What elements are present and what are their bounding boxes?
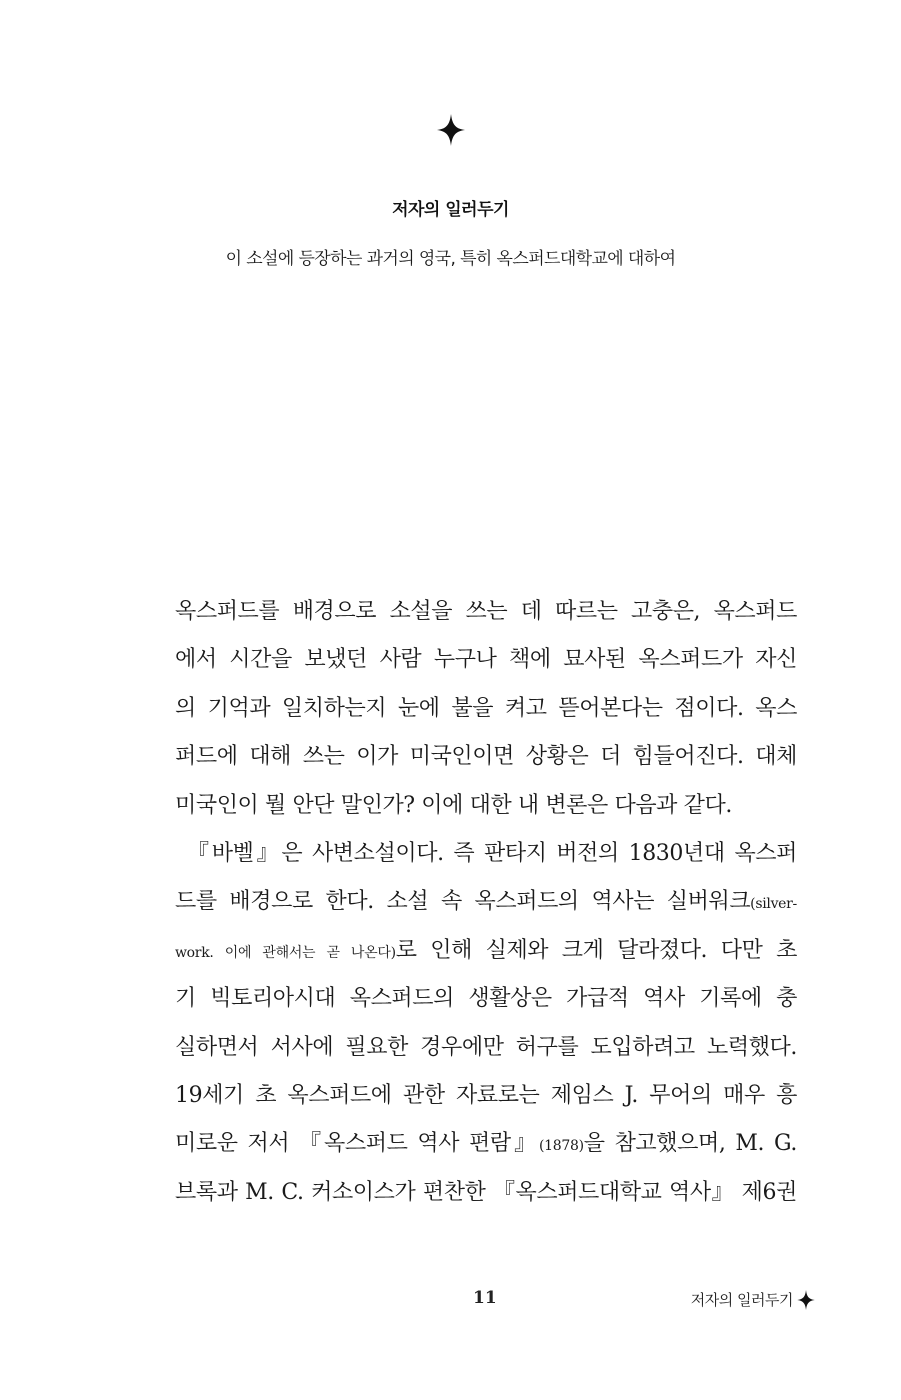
text-annotation: (1878): [539, 1138, 584, 1155]
text-main: 로 인해 실제와 크게 달라졌다. 다만 초: [395, 937, 797, 963]
text-line: 옥스퍼드를 배경으로 소설을 쓰는 데 따르는 고충은, 옥스퍼드: [175, 599, 797, 624]
text-line: 실하면서 서사에 필요한 경우에만 허구를 도입하려고 노력했다.: [175, 1034, 797, 1060]
page-footer: [0, 1288, 901, 1318]
text-annotation: (silver-: [750, 896, 797, 913]
chapter-title: 저자의 일러두기: [392, 200, 509, 220]
text-main: 을 참고했으며, M. G.: [583, 1131, 797, 1157]
text-line: 기 빅토리아시대 옥스퍼드의 생활상은 가급적 역사 기록에 충: [175, 986, 797, 1012]
chapter-subtitle: 이 소설에 등장하는 과거의 영국, 특히 옥스퍼드대학교에 대하여: [225, 249, 676, 269]
four-point-star-icon: [437, 114, 465, 146]
running-head: 저자의 일러두기: [690, 1291, 793, 1309]
body-text: [175, 588, 797, 1217]
text-annotation: work. 이에 관해서는 곧 나온다): [175, 944, 396, 961]
four-point-star-icon: [797, 1290, 815, 1310]
text-main: 드를 배경으로 한다. 소설 속 옥스퍼드의 역사는 실버워크: [175, 889, 751, 915]
text-main: 미로운 저서 『옥스퍼드 역사 편람』: [175, 1131, 540, 1157]
text-line: [175, 878, 797, 926]
text-line: 퍼드에 대해 쓰는 이가 미국인이면 상황은 더 힘들어진다. 대체: [175, 744, 797, 770]
text-line: 의 기억과 일치하는지 눈에 불을 켜고 뜯어본다는 점이다. 옥스: [175, 695, 797, 721]
text-line: 에서 시간을 보냈던 사람 누구나 책에 묘사된 옥스퍼드가 자신: [175, 647, 797, 673]
text-line: 미국인이 뭘 안단 말인가? 이에 대한 내 변론은 다음과 같다.: [175, 792, 732, 818]
text-line: [175, 1120, 797, 1168]
text-line: 『바벨』은 사변소설이다. 즉 판타지 버전의 1830년대 옥스퍼: [187, 840, 797, 866]
text-line: 브록과 M. C. 커소이스가 편찬한 『옥스퍼드대학교 역사』 제6권: [175, 1179, 797, 1205]
text-line: [175, 927, 797, 975]
text-line: 19세기 초 옥스퍼드에 관한 자료로는 제임스 J. 무어의 매우 흥: [175, 1082, 797, 1108]
page-number: 11: [473, 1288, 497, 1308]
chapter-ornament: [0, 110, 901, 150]
